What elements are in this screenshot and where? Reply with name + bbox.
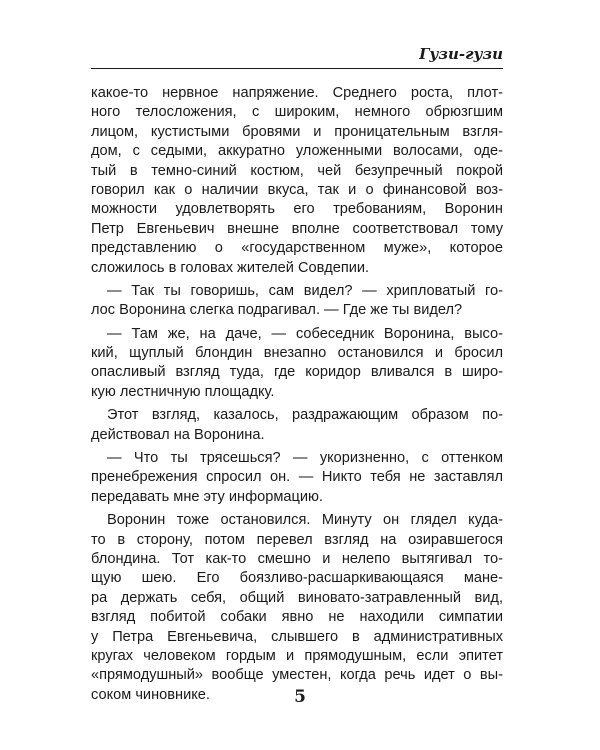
text-line: «прямодушный» вообще уместен, когда речь идет о вы-: [91, 667, 503, 684]
text-line: — Что ты трясешься? — укоризненно, с оттенком: [107, 450, 503, 467]
text-line: то в сторону, потом перевел взгляд на озиравшегося: [91, 531, 503, 548]
text-line: — Так ты говоришь, сам видел? — хрипловатый го-: [107, 282, 503, 299]
text-line: кругах человеком гордым и прямодушным, если эпитет: [91, 647, 503, 664]
running-head: [91, 44, 503, 66]
paragraph: [91, 449, 503, 507]
paragraph: [91, 325, 503, 403]
text-line: можности удовлетворять его требованиям, Воронин: [91, 201, 503, 218]
paragraph: [91, 406, 503, 445]
text-line: ного телосложения, с широким, немного обрюзгшим: [91, 104, 503, 121]
text-line: ра держать себя, общий виновато-затравленный вид,: [91, 589, 503, 606]
text-line: лос Воронина слегка подрагивал. — Где же ты видел?: [91, 302, 463, 319]
text-line: Воронин тоже остановился. Минуту он глядел куда-: [107, 512, 503, 529]
header-rule: [91, 68, 503, 69]
text-line: передавать мне эту информацию.: [91, 488, 323, 505]
text-line: лицом, кустистыми бровями и проницательным взгля-: [91, 123, 503, 140]
text-line: говорил как о наличии вкуса, так и о финансовой воз-: [91, 181, 503, 198]
paragraph: [91, 282, 503, 321]
text-line: какое-то нервное напряжение. Среднего роста, плот-: [91, 85, 503, 101]
text-line: пренебрежения спросил он. — Никто тебя не заставлял: [91, 469, 503, 486]
text-line: блондина. Тот как-то смешно и нелепо вытягивал то-: [91, 550, 503, 567]
page-number: 5: [294, 687, 306, 707]
text-line: представлению о «государственном муже», которое: [91, 240, 503, 257]
text-line: действовал на Воронина.: [91, 426, 265, 443]
text-line: — Там же, на даче, — собеседник Воронина, высо-: [107, 325, 503, 342]
paragraph: [91, 84, 503, 278]
paragraph: [91, 511, 503, 705]
text-line: тый в темно-синий костюм, чей безупречный покрой: [91, 162, 503, 179]
text-line: кий, щуплый блондин внезапно остановился и бросил: [91, 345, 503, 362]
text-line: кую лестничную площадку.: [91, 383, 275, 400]
text-line: дом, с седыми, аккуратно уложенными волосами, оде-: [91, 143, 503, 160]
body-text: [91, 84, 503, 709]
text-line: Этот взгляд, казалось, раздражающим образом по-: [107, 407, 503, 424]
text-line: у Петра Евгеньевича, слывшего в административных: [91, 628, 503, 645]
text-line: сложилось в головах жителей Совдепии.: [91, 259, 370, 276]
running-head-title: Гузи-гузи: [419, 45, 503, 63]
text-line: взгляд побитой собаки явно не находили симпатии: [91, 609, 503, 626]
text-line: щую шею. Его боязливо-расшаркивающаяся мане-: [91, 570, 503, 587]
text-line: соком чиновнике.: [91, 686, 210, 703]
text-line: Петр Евгеньевич внешне вполне соответствовал тому: [91, 220, 503, 237]
text-line: опасливый взгляд туда, где коридор вливался в широ-: [91, 364, 503, 381]
